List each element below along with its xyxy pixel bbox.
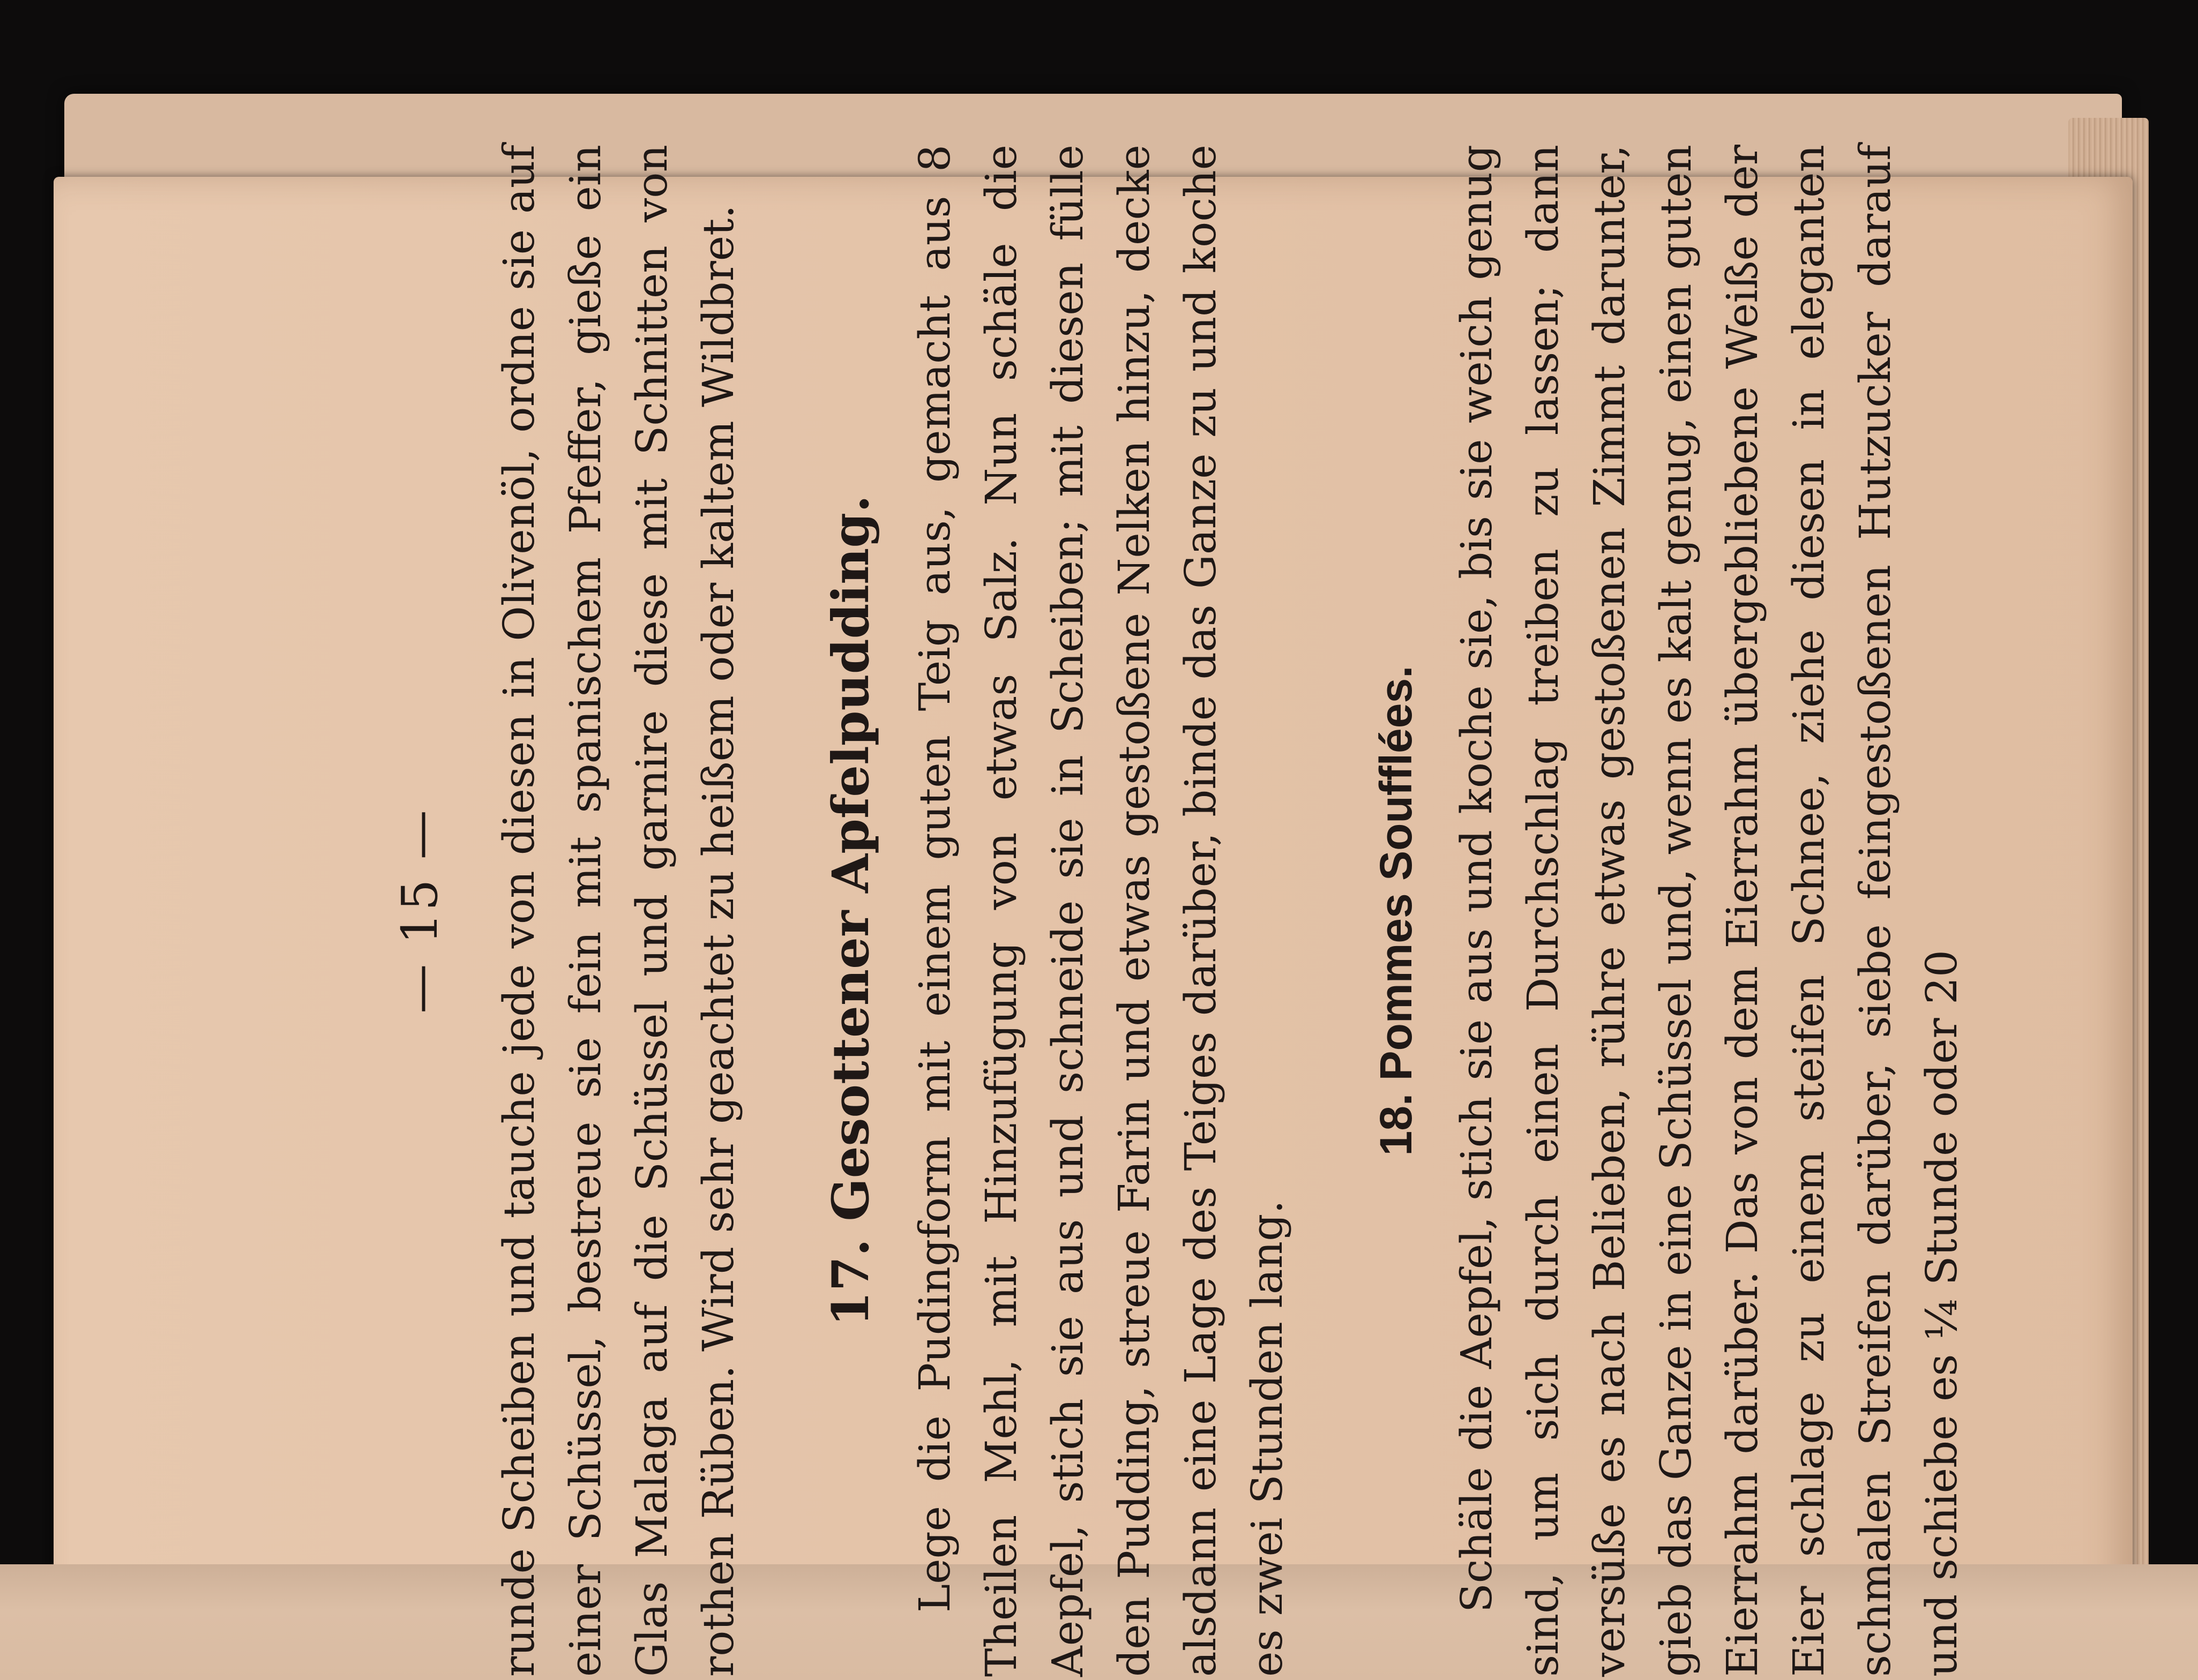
recipe-17-title: 17. Gesottener Apfelpudding.	[821, 495, 880, 1326]
recipe-17-text: Lege die Pudingform mit einem guten Teig aus, gemacht aus 8 Theilen Mehl, mit Hinzufügung von etwas Salz. Nun schäle die Aepfel, stich sie aus und schneide sie in Scheiben; mit diesen fülle den Pudding, streue Farin und etwas gestoßene Nelken hinzu, decke alsdann eine Lage des Teiges darüber, binde das Ganze zu und koche es zwei Stunden lang.	[910, 145, 1292, 1677]
recipe-18-text: Schäle die Aepfel, stich sie aus und koche sie, bis sie weich genug sind, um sich durch einen Durchschlag treiben zu lassen; dann versüße es nach Belieben, rühre etwas gestoßenen Zimmt darunter, gieb das Ganze in eine Schüssel und, wenn es kalt genug, einen guten Eierrahm darüber. Das von dem Eierrahm übergebliebene Weiße der Eier schlage zu einem steifen Schnee, ziehe diesen in eleganten schmalen Streifen darüber, siebe feingestoßenen Hutzucker darauf und schiebe es ¼ Stunde oder 20	[1452, 145, 1967, 1677]
page-text-block	[370, 145, 1977, 1677]
page-number: — 15 —	[391, 808, 448, 1014]
intro-paragraph: runde Scheiben und tauche jede von diesen in Olivenöl, ordne sie auf einer Schüssel, bestreue sie fein mit spanischem Pfeffer, gieße ein Glas Malaga auf die Schüssel und garnire diese mit Schnitten von rothen Rüben. Wird sehr geachtet zu heißem oder kaltem Wildbret.	[494, 145, 743, 1677]
recipe-18-title: 18. Pommes Soufflées.	[1371, 665, 1421, 1156]
